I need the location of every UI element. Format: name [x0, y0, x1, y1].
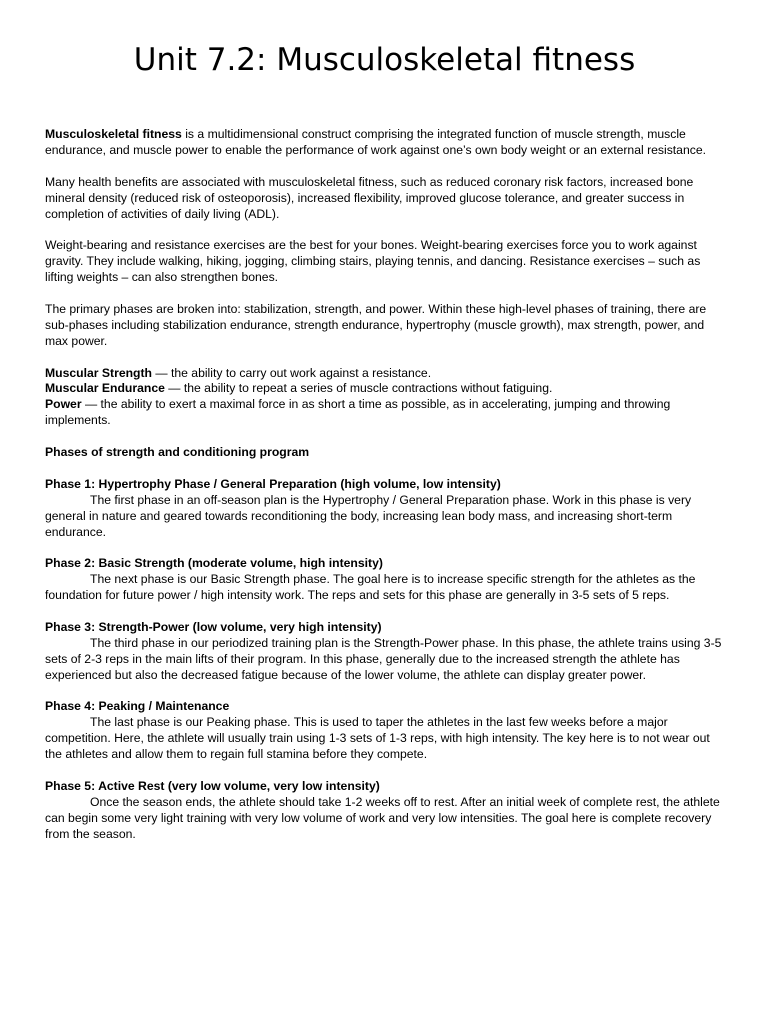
intro-paragraph: [45, 127, 724, 159]
intro-text: is a multidimensional construct comprising the integrated function of muscle strength, muscle endurance, and muscle power to enable the performance of work against one’s own body weight or an external resistance.: [45, 127, 706, 157]
definition-term: Muscular Strength: [45, 365, 152, 380]
page-title: Unit 7.2: Musculoskeletal fitness: [133, 42, 636, 78]
benefits-paragraph: Many health benefits are associated with musculoskeletal fitness, such as reduced coronary risk factors, increased bone mineral density (reduced risk of osteoporosis), increased flexibility, improved glucose tolerance, and greater success in completion of activities of daily living (ADL).: [45, 174, 694, 221]
definition-muscular-endurance: [45, 381, 724, 397]
phase-heading: Phase 4: Peaking / Maintenance: [45, 699, 230, 714]
phase-heading: Phase 1: Hypertrophy Phase / General Preparation (high volume, low intensity): [45, 476, 501, 491]
phase-4: [45, 699, 724, 763]
exercises-paragraph: Weight-bearing and resistance exercises are the best for your bones. Weight-bearing exercises force you to work against gravity. They include walking, hiking, jogging, climbing stairs, playing tennis, and dancing. Resistance exercises – such as lifting weights – can also strengthen bones.: [45, 238, 701, 285]
phase-heading: Phase 2: Basic Strength (moderate volume, high intensity): [45, 556, 383, 571]
definition-term: Power: [45, 397, 82, 412]
intro-term: Musculoskeletal fitness: [45, 127, 182, 141]
phase-heading: Phase 3: Strength-Power (low volume, very high intensity): [45, 619, 382, 634]
definition-text: — the ability to exert a maximal force in as short a time as possible, as in accelerating, jumping and throwing implements.: [45, 397, 671, 428]
phase-text: The third phase in our periodized training plan is the Strength-Power phase. In this phase, the athlete trains using 3-5 sets of 2-3 reps in the main lifts of their program. In this phase, generally due to the increased strength the athlete has experienced but also the decreased fatigue because of the lower volume, the athlete can display greater power.: [45, 635, 722, 682]
phase-text: The next phase is our Basic Strength phase. The goal here is to increase specific strength for the athletes as the foundation for future power / high intensity work. The reps and sets for this phase are generally in 3-5 sets of 5 reps.: [45, 572, 696, 603]
definitions-list: [45, 366, 724, 430]
phases-overview-paragraph: The primary phases are broken into: stabilization, strength, and power. Within these high-level phases of training, there are sub-phases including stabilization endurance, strength endurance, hypertrophy (muscle growth), max strength, power, and max power.: [45, 301, 707, 348]
definition-term: Muscular Endurance: [45, 381, 165, 396]
definition-text: — the ability to carry out work against a resistance.: [152, 365, 432, 380]
definition-muscular-strength: [45, 366, 724, 382]
definition-text: — the ability to repeat a series of muscle contractions without fatiguing.: [164, 381, 553, 396]
phase-text: Once the season ends, the athlete should take 1-2 weeks off to rest. After an initial week of complete rest, the athlete can begin some very light training with very low volume of work and very low intensities. The goal here is complete recovery from the season.: [45, 794, 720, 841]
document-body: [45, 127, 724, 843]
phase-text: The last phase is our Peaking phase. This is used to taper the athletes in the last few weeks before a major competition. Here, the athlete will usually train using 1-3 sets of 1-3 reps, with high intensity. The key here is to not wear out the athletes and allow them to regain full stamina before they compete.: [45, 715, 710, 762]
phase-5: [45, 779, 724, 843]
definition-power: [45, 397, 724, 429]
program-heading-text: Phases of strength and conditioning program: [45, 445, 310, 460]
phase-heading: Phase 5: Active Rest (very low volume, very low intensity): [45, 779, 380, 793]
phase-1: [45, 477, 724, 541]
program-heading: [45, 445, 724, 461]
phase-2: [45, 556, 724, 604]
phase-3: [45, 620, 724, 684]
phase-text: The first phase in an off-season plan is the Hypertrophy / General Preparation phase. Work in this phase is very general in nature and geared towards reconditioning the body, increasing lean body mass, and increasing short-term endurance.: [45, 492, 692, 539]
